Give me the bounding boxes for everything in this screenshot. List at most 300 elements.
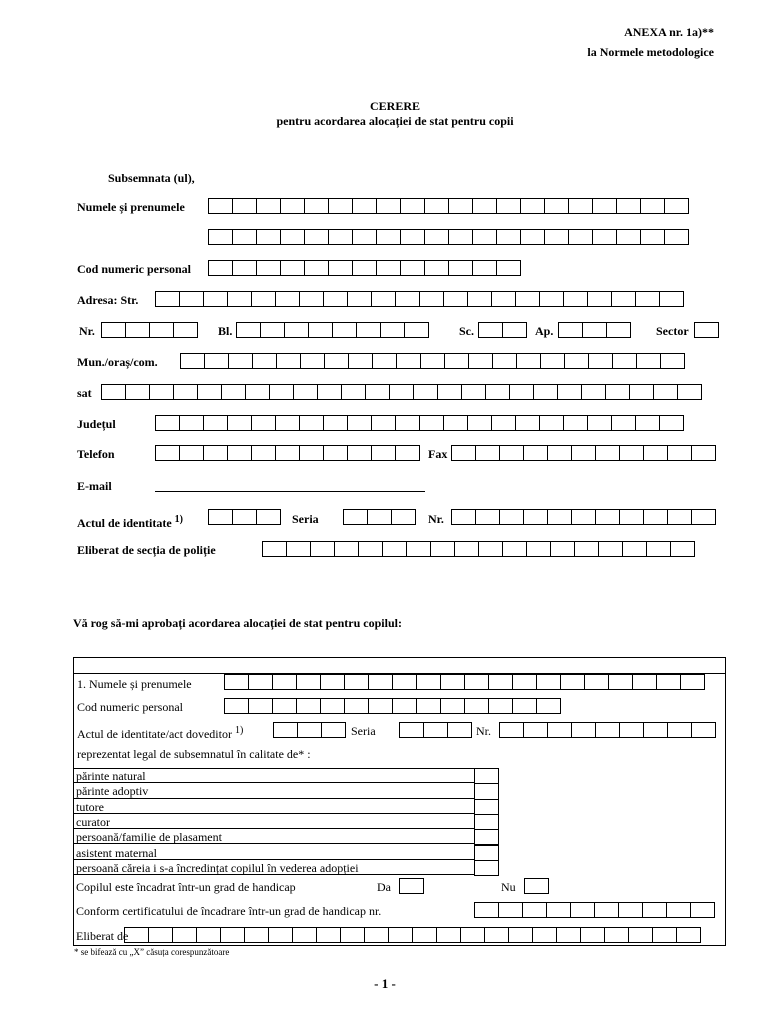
input-box[interactable] (101, 384, 126, 400)
input-box[interactable] (284, 322, 309, 338)
input-box[interactable] (571, 722, 596, 738)
input-box[interactable] (642, 902, 667, 918)
input-box[interactable] (347, 291, 372, 307)
input-box[interactable] (587, 291, 612, 307)
input-box[interactable] (275, 445, 300, 461)
input-box[interactable] (320, 698, 345, 714)
input-box[interactable] (300, 353, 325, 369)
input-box[interactable] (520, 198, 545, 214)
input-box[interactable] (608, 674, 633, 690)
input-box[interactable] (179, 445, 204, 461)
input-box[interactable] (248, 698, 273, 714)
input-box[interactable] (304, 198, 329, 214)
input-box[interactable] (172, 927, 197, 943)
input-box[interactable] (399, 878, 424, 894)
input-box[interactable] (343, 509, 368, 525)
input-box[interactable] (499, 509, 524, 525)
input-box[interactable] (659, 415, 684, 431)
input-box[interactable] (568, 198, 593, 214)
input-box[interactable] (208, 198, 233, 214)
input-box[interactable] (444, 353, 469, 369)
input-box[interactable] (491, 415, 516, 431)
input-box[interactable] (391, 509, 416, 525)
input-box[interactable] (400, 229, 425, 245)
input-box[interactable] (547, 722, 572, 738)
input-box[interactable] (512, 674, 537, 690)
input-box[interactable] (523, 509, 548, 525)
input-box[interactable] (652, 927, 677, 943)
input-box[interactable] (208, 260, 233, 276)
input-box[interactable] (448, 198, 473, 214)
input-box[interactable] (334, 541, 359, 557)
input-box[interactable] (472, 260, 497, 276)
input-box[interactable] (653, 384, 678, 400)
input-box[interactable] (443, 415, 468, 431)
input-box[interactable] (694, 322, 719, 338)
input-box[interactable] (440, 698, 465, 714)
input-box[interactable] (472, 229, 497, 245)
input-box[interactable] (380, 322, 405, 338)
input-box[interactable] (256, 229, 281, 245)
nr-boxes[interactable] (101, 322, 198, 338)
input-box[interactable] (320, 674, 345, 690)
input-box[interactable] (340, 927, 365, 943)
input-box[interactable] (304, 260, 329, 276)
input-box[interactable] (293, 384, 318, 400)
sc-boxes[interactable] (478, 322, 527, 338)
input-box[interactable] (197, 384, 222, 400)
input-box[interactable] (544, 198, 569, 214)
child-series-boxes[interactable] (399, 722, 472, 738)
input-box[interactable] (643, 445, 668, 461)
input-box[interactable] (180, 353, 205, 369)
input-box[interactable] (275, 415, 300, 431)
input-box[interactable] (571, 445, 596, 461)
input-box[interactable] (437, 384, 462, 400)
input-box[interactable] (499, 722, 524, 738)
input-box[interactable] (443, 291, 468, 307)
input-box[interactable] (523, 445, 548, 461)
input-box[interactable] (262, 541, 287, 557)
input-box[interactable] (324, 353, 349, 369)
input-box[interactable] (260, 322, 285, 338)
input-box[interactable] (173, 384, 198, 400)
input-box[interactable] (568, 229, 593, 245)
input-box[interactable] (227, 291, 252, 307)
input-box[interactable] (580, 927, 605, 943)
input-box[interactable] (447, 722, 472, 738)
input-box[interactable] (643, 509, 668, 525)
input-box[interactable] (400, 260, 425, 276)
input-box[interactable] (395, 415, 420, 431)
input-box[interactable] (496, 260, 521, 276)
input-box[interactable] (676, 927, 701, 943)
input-box[interactable] (272, 698, 297, 714)
input-box[interactable] (356, 322, 381, 338)
input-box[interactable] (460, 927, 485, 943)
input-box[interactable] (488, 698, 513, 714)
child-id-type-boxes[interactable] (273, 722, 346, 738)
issued-boxes[interactable] (262, 541, 695, 557)
input-box[interactable] (124, 927, 149, 943)
input-box[interactable] (368, 698, 393, 714)
input-box[interactable] (557, 384, 582, 400)
input-box[interactable] (690, 902, 715, 918)
input-box[interactable] (404, 322, 429, 338)
input-box[interactable] (539, 415, 564, 431)
input-box[interactable] (364, 927, 389, 943)
input-box[interactable] (587, 415, 612, 431)
input-box[interactable] (224, 698, 249, 714)
input-box[interactable] (304, 229, 329, 245)
input-box[interactable] (485, 384, 510, 400)
role-checkbox[interactable] (474, 814, 499, 830)
input-box[interactable] (515, 291, 540, 307)
input-box[interactable] (515, 415, 540, 431)
input-box[interactable] (149, 322, 174, 338)
input-box[interactable] (220, 927, 245, 943)
input-box[interactable] (574, 541, 599, 557)
input-box[interactable] (526, 541, 551, 557)
input-box[interactable] (448, 260, 473, 276)
input-box[interactable] (256, 260, 281, 276)
input-box[interactable] (179, 415, 204, 431)
child-name-boxes[interactable] (224, 674, 705, 690)
certificate-boxes[interactable] (474, 902, 715, 918)
child-issued-boxes[interactable] (124, 927, 701, 943)
input-box[interactable] (461, 384, 486, 400)
input-box[interactable] (400, 198, 425, 214)
input-box[interactable] (424, 229, 449, 245)
input-box[interactable] (629, 384, 654, 400)
input-box[interactable] (472, 198, 497, 214)
input-box[interactable] (502, 541, 527, 557)
input-box[interactable] (451, 445, 476, 461)
input-box[interactable] (382, 541, 407, 557)
input-box[interactable] (399, 722, 424, 738)
input-box[interactable] (299, 291, 324, 307)
input-box[interactable] (619, 509, 644, 525)
input-box[interactable] (392, 674, 417, 690)
input-box[interactable] (468, 353, 493, 369)
input-box[interactable] (203, 291, 228, 307)
input-box[interactable] (125, 384, 150, 400)
input-box[interactable] (520, 229, 545, 245)
input-box[interactable] (280, 260, 305, 276)
input-box[interactable] (424, 260, 449, 276)
input-box[interactable] (454, 541, 479, 557)
input-box[interactable] (467, 291, 492, 307)
input-box[interactable] (420, 353, 445, 369)
input-box[interactable] (677, 384, 702, 400)
input-box[interactable] (556, 927, 581, 943)
role-checkbox[interactable] (474, 860, 499, 876)
input-box[interactable] (474, 902, 499, 918)
input-box[interactable] (571, 509, 596, 525)
input-box[interactable] (221, 384, 246, 400)
phone-boxes[interactable] (155, 445, 420, 461)
input-box[interactable] (570, 902, 595, 918)
input-box[interactable] (323, 291, 348, 307)
input-box[interactable] (352, 198, 377, 214)
input-box[interactable] (611, 415, 636, 431)
input-box[interactable] (101, 322, 126, 338)
input-box[interactable] (616, 198, 641, 214)
input-box[interactable] (148, 927, 173, 943)
input-box[interactable] (475, 509, 500, 525)
input-box[interactable] (275, 291, 300, 307)
input-box[interactable] (371, 415, 396, 431)
input-box[interactable] (595, 722, 620, 738)
input-box[interactable] (155, 415, 180, 431)
input-box[interactable] (269, 384, 294, 400)
input-box[interactable] (227, 445, 252, 461)
input-box[interactable] (376, 198, 401, 214)
input-box[interactable] (632, 674, 657, 690)
input-box[interactable] (299, 415, 324, 431)
input-box[interactable] (636, 353, 661, 369)
child-cnp-boxes[interactable] (224, 698, 561, 714)
input-box[interactable] (323, 445, 348, 461)
input-box[interactable] (367, 509, 392, 525)
input-box[interactable] (316, 927, 341, 943)
input-box[interactable] (371, 291, 396, 307)
input-box[interactable] (475, 445, 500, 461)
input-box[interactable] (251, 415, 276, 431)
input-box[interactable] (643, 722, 668, 738)
input-box[interactable] (395, 445, 420, 461)
input-box[interactable] (464, 674, 489, 690)
input-box[interactable] (372, 353, 397, 369)
input-box[interactable] (522, 902, 547, 918)
input-box[interactable] (640, 198, 665, 214)
input-box[interactable] (256, 198, 281, 214)
input-box[interactable] (464, 698, 489, 714)
input-box[interactable] (125, 322, 150, 338)
input-box[interactable] (328, 260, 353, 276)
input-box[interactable] (323, 415, 348, 431)
input-box[interactable] (584, 674, 609, 690)
input-box[interactable] (280, 229, 305, 245)
input-box[interactable] (251, 291, 276, 307)
input-box[interactable] (691, 722, 716, 738)
input-box[interactable] (321, 722, 346, 738)
no-checkbox[interactable] (524, 878, 549, 894)
input-box[interactable] (416, 698, 441, 714)
input-box[interactable] (344, 698, 369, 714)
input-box[interactable] (365, 384, 390, 400)
input-box[interactable] (467, 415, 492, 431)
input-box[interactable] (413, 384, 438, 400)
series-boxes[interactable] (343, 509, 416, 525)
input-box[interactable] (619, 722, 644, 738)
input-box[interactable] (389, 384, 414, 400)
input-box[interactable] (352, 229, 377, 245)
input-box[interactable] (416, 674, 441, 690)
input-box[interactable] (588, 353, 613, 369)
input-box[interactable] (149, 384, 174, 400)
id-type-boxes[interactable] (208, 509, 281, 525)
input-box[interactable] (536, 674, 561, 690)
input-box[interactable] (523, 722, 548, 738)
input-box[interactable] (502, 322, 527, 338)
input-box[interactable] (228, 353, 253, 369)
input-box[interactable] (594, 902, 619, 918)
input-box[interactable] (273, 722, 298, 738)
street-boxes[interactable] (155, 291, 684, 307)
input-box[interactable] (560, 674, 585, 690)
sat-boxes[interactable] (101, 384, 702, 400)
judet-boxes[interactable] (155, 415, 684, 431)
input-box[interactable] (436, 927, 461, 943)
input-box[interactable] (448, 229, 473, 245)
input-box[interactable] (622, 541, 647, 557)
role-checkbox[interactable] (474, 845, 499, 861)
input-box[interactable] (227, 415, 252, 431)
input-box[interactable] (498, 902, 523, 918)
input-box[interactable] (595, 445, 620, 461)
input-box[interactable] (667, 445, 692, 461)
input-box[interactable] (536, 698, 561, 714)
input-box[interactable] (224, 674, 249, 690)
input-box[interactable] (563, 415, 588, 431)
yes-checkbox[interactable] (399, 878, 424, 894)
email-line[interactable] (155, 491, 425, 492)
input-box[interactable] (691, 445, 716, 461)
input-box[interactable] (496, 198, 521, 214)
input-box[interactable] (492, 353, 517, 369)
input-box[interactable] (478, 541, 503, 557)
input-box[interactable] (424, 198, 449, 214)
input-box[interactable] (310, 541, 335, 557)
input-box[interactable] (564, 353, 589, 369)
id-nr-boxes[interactable] (451, 509, 716, 525)
input-box[interactable] (179, 291, 204, 307)
input-box[interactable] (332, 322, 357, 338)
input-box[interactable] (550, 541, 575, 557)
input-box[interactable] (244, 927, 269, 943)
input-box[interactable] (286, 541, 311, 557)
input-box[interactable] (371, 445, 396, 461)
input-box[interactable] (670, 541, 695, 557)
cnp-boxes[interactable] (208, 260, 521, 276)
input-box[interactable] (396, 353, 421, 369)
input-box[interactable] (547, 445, 572, 461)
role-checkbox[interactable] (474, 829, 499, 845)
input-box[interactable] (376, 260, 401, 276)
input-box[interactable] (478, 322, 503, 338)
input-box[interactable] (272, 674, 297, 690)
input-box[interactable] (544, 229, 569, 245)
input-box[interactable] (604, 927, 629, 943)
input-box[interactable] (598, 541, 623, 557)
input-box[interactable] (155, 291, 180, 307)
role-checkbox[interactable] (474, 768, 499, 784)
input-box[interactable] (619, 445, 644, 461)
input-box[interactable] (292, 927, 317, 943)
input-box[interactable] (524, 878, 549, 894)
role-checkbox[interactable] (474, 799, 499, 815)
input-box[interactable] (395, 291, 420, 307)
input-box[interactable] (251, 445, 276, 461)
input-box[interactable] (308, 322, 333, 338)
input-box[interactable] (245, 384, 270, 400)
input-box[interactable] (317, 384, 342, 400)
input-box[interactable] (618, 902, 643, 918)
input-box[interactable] (563, 291, 588, 307)
input-box[interactable] (540, 353, 565, 369)
input-box[interactable] (348, 353, 373, 369)
input-box[interactable] (592, 229, 617, 245)
input-box[interactable] (646, 541, 671, 557)
input-box[interactable] (488, 674, 513, 690)
input-box[interactable] (628, 927, 653, 943)
input-box[interactable] (533, 384, 558, 400)
input-box[interactable] (595, 509, 620, 525)
input-box[interactable] (232, 260, 257, 276)
name-boxes-row1[interactable] (208, 198, 689, 214)
input-box[interactable] (419, 291, 444, 307)
input-box[interactable] (419, 415, 444, 431)
input-box[interactable] (296, 698, 321, 714)
input-box[interactable] (664, 229, 689, 245)
input-box[interactable] (547, 509, 572, 525)
input-box[interactable] (248, 674, 273, 690)
input-box[interactable] (232, 198, 257, 214)
input-box[interactable] (297, 722, 322, 738)
input-box[interactable] (656, 674, 681, 690)
input-box[interactable] (635, 415, 660, 431)
input-box[interactable] (344, 674, 369, 690)
input-box[interactable] (616, 229, 641, 245)
input-box[interactable] (605, 384, 630, 400)
input-box[interactable] (155, 445, 180, 461)
input-box[interactable] (423, 722, 448, 738)
input-box[interactable] (196, 927, 221, 943)
input-box[interactable] (606, 322, 631, 338)
input-box[interactable] (484, 927, 509, 943)
input-box[interactable] (582, 322, 607, 338)
input-box[interactable] (299, 445, 324, 461)
input-box[interactable] (236, 322, 261, 338)
input-box[interactable] (558, 322, 583, 338)
input-box[interactable] (539, 291, 564, 307)
input-box[interactable] (612, 353, 637, 369)
input-box[interactable] (664, 198, 689, 214)
input-box[interactable] (358, 541, 383, 557)
input-box[interactable] (659, 291, 684, 307)
input-box[interactable] (660, 353, 685, 369)
input-box[interactable] (173, 322, 198, 338)
input-box[interactable] (581, 384, 606, 400)
fax-boxes[interactable] (451, 445, 716, 461)
input-box[interactable] (496, 229, 521, 245)
input-box[interactable] (508, 927, 533, 943)
input-box[interactable] (352, 260, 377, 276)
name-boxes-row2[interactable] (208, 229, 689, 245)
bl-boxes[interactable] (236, 322, 429, 338)
input-box[interactable] (328, 198, 353, 214)
input-box[interactable] (640, 229, 665, 245)
input-box[interactable] (546, 902, 571, 918)
input-box[interactable] (499, 445, 524, 461)
input-box[interactable] (280, 198, 305, 214)
input-box[interactable] (611, 291, 636, 307)
input-box[interactable] (252, 353, 277, 369)
input-box[interactable] (451, 509, 476, 525)
input-box[interactable] (204, 353, 229, 369)
ap-boxes[interactable] (558, 322, 631, 338)
